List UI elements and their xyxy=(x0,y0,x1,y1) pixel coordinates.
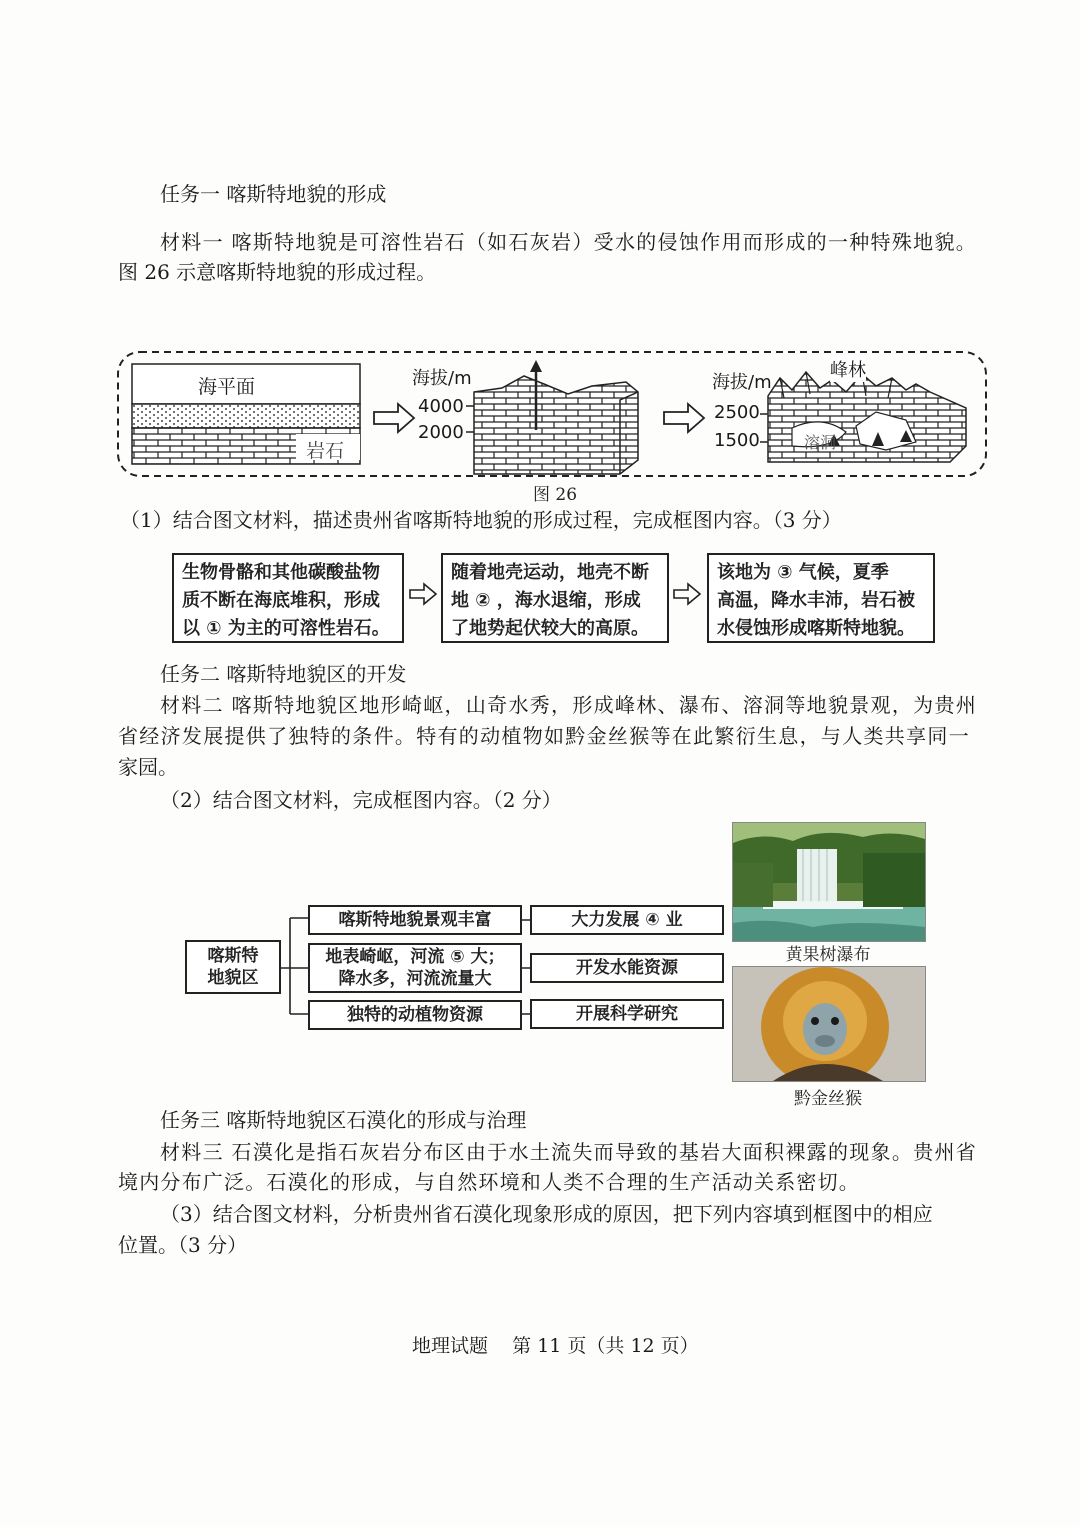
task1-material-line2: 图 26 示意喀斯特地貌的形成过程。 xyxy=(118,260,437,284)
question2-prompt: （2）结合图文材料，完成框图内容。（2 分） xyxy=(160,788,562,812)
arrow-right-icon xyxy=(408,582,438,606)
monkey-caption: 黔金丝猴 xyxy=(794,1089,862,1109)
q2-mid-box-2-line1: 地表崎岖，河流 ⑤ 大； xyxy=(325,947,505,967)
q2-root-line1: 喀斯特 xyxy=(207,946,259,966)
task2-material-line1: 材料二 喀斯特地貌区地形崎岖，山奇水秀，形成峰林、瀑布、溶洞等地貌景观，为贵州 xyxy=(160,693,978,717)
flow-box-3-line1: 该地为 ③ 气候，夏季 xyxy=(717,562,889,583)
figure-26 xyxy=(116,350,988,480)
q2-right-box-1: 大力发展 ④ 业 xyxy=(530,905,724,935)
task1-material-line1: 材料一 喀斯特地貌是可溶性岩石（如石灰岩）受水的侵蚀作用而形成的一种特殊地貌。 xyxy=(160,230,978,254)
flow-box-1-line3: 以 ① 为主的可溶性岩石。 xyxy=(182,618,390,639)
q2-right-box-3: 开展科学研究 xyxy=(530,999,724,1029)
q2-mid-box-2-line2: 降水多，河流流量大 xyxy=(338,969,492,989)
task1-heading: 任务一 喀斯特地貌的形成 xyxy=(160,182,387,206)
stage3-axis-title: 海拔/m xyxy=(712,372,772,393)
task2-heading: 任务二 喀斯特地貌区的开发 xyxy=(160,662,407,686)
stage2-tick-4000: 4000 xyxy=(418,396,464,417)
flow-box-3 xyxy=(707,553,935,643)
flow-box-1-line1: 生物骨骼和其他碳酸盐物 xyxy=(182,562,380,583)
q2-right-box-2: 开发水能资源 xyxy=(530,953,724,983)
cave-label: 溶洞 xyxy=(804,433,837,452)
arrow-right-icon xyxy=(664,404,704,432)
q2-mid-box-1: 喀斯特地貌景观丰富 xyxy=(308,905,522,935)
stage2-tick-2000: 2000 xyxy=(418,422,464,443)
question3-line1: （3）结合图文材料，分析贵州省石漠化现象形成的原因，把下列内容填到框图中的相应 xyxy=(160,1202,933,1226)
peak-forest-label: 峰林 xyxy=(830,356,866,382)
uplifted-block xyxy=(474,376,638,474)
flow-box-1 xyxy=(172,553,404,643)
waterfall-photo xyxy=(732,822,926,942)
question1-prompt: （1）结合图文材料，描述贵州省喀斯特地貌的形成过程，完成框图内容。（3 分） xyxy=(120,508,842,532)
task3-heading: 任务三 喀斯特地貌区石漠化的形成与治理 xyxy=(160,1108,527,1132)
q2-root-box xyxy=(185,940,281,994)
flow-box-3-line3: 水侵蚀形成喀斯特地貌。 xyxy=(717,618,915,639)
q2-root-line2: 地貌区 xyxy=(207,968,259,988)
figure-26-caption: 图 26 xyxy=(532,485,578,505)
flow-box-2-line2: 地 ② ，海水退缩，形成 xyxy=(451,590,641,611)
q2-mid-box-2 xyxy=(308,943,522,993)
sea-level-label: 海平面 xyxy=(198,376,256,398)
karst-block xyxy=(768,372,966,462)
task2-material-line3: 家园。 xyxy=(118,755,178,779)
stage3-tick-1500: 1500 xyxy=(714,430,760,451)
page-footer: 地理试题 第 11 页（共 12 页） xyxy=(412,1335,699,1357)
task3-material-line2: 境内分布广泛。石漠化的形成，与自然环境和人类不合理的生产活动关系密切。 xyxy=(118,1170,860,1194)
stage3-tick-2500: 2500 xyxy=(714,402,760,423)
flow-box-2-line3: 了地势起伏较大的高原。 xyxy=(451,618,649,639)
sediment-layer xyxy=(132,404,360,428)
waterfall-caption: 黄果树瀑布 xyxy=(785,945,871,965)
arrow-right-icon xyxy=(374,404,414,432)
flow-box-2-line1: 随着地壳运动，地壳不断 xyxy=(451,562,649,583)
q2-mid-box-3: 独特的动植物资源 xyxy=(308,1000,522,1030)
rock-label: 岩石 xyxy=(306,440,345,462)
question3-line2: 位置。（3 分） xyxy=(118,1233,248,1257)
monkey-photo xyxy=(732,966,926,1082)
flow-box-3-line2: 高温，降水丰沛，岩石被 xyxy=(717,590,915,611)
task2-material-line2: 省经济发展提供了独特的条件。特有的动植物如黔金丝猴等在此繁衍生息，与人类共享同一 xyxy=(118,724,970,748)
flow-box-1-line2: 质不断在海底堆积，形成 xyxy=(182,590,380,611)
arrow-right-icon xyxy=(672,582,702,606)
task3-material-line1: 材料三 石漠化是指石灰岩分布区由于水土流失而导致的基岩大面积裸露的现象。贵州省 xyxy=(160,1140,978,1164)
flow-box-2 xyxy=(441,553,669,643)
stage2-axis-title: 海拔/m xyxy=(412,368,472,389)
